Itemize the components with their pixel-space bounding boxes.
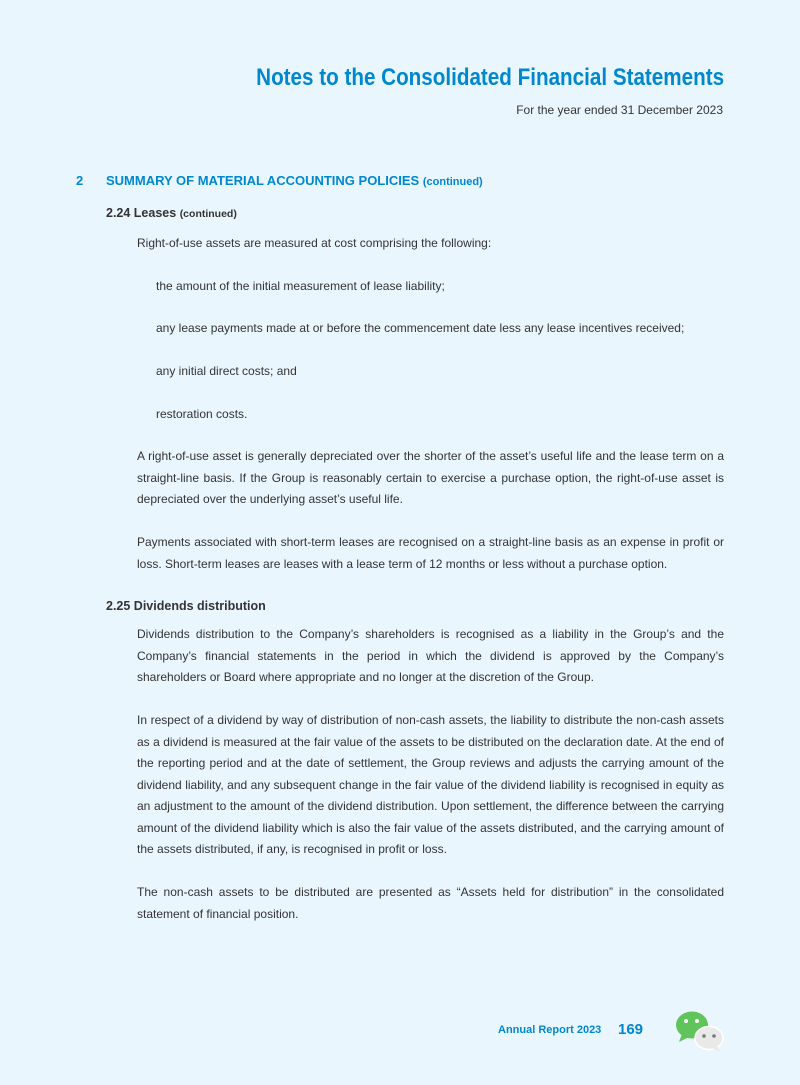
section-continued: (continued) — [422, 176, 483, 188]
footer-report-label: Annual Report 2023 — [498, 1024, 602, 1036]
leases-heading — [106, 206, 237, 220]
leases-intro: Right-of-use assets are measured at cost comprising the following: — [137, 236, 492, 250]
page-title: Notes to the Consolidated Financial Statements — [256, 64, 724, 91]
leases-heading-text: 2.24 Leases — [106, 206, 177, 220]
section-number: 2 — [76, 173, 84, 188]
leases-paragraph: Payments associated with short-term leases are recognised on a straight-line basis as an expense in profit or loss. Short-term leases are leases with a lease term of 12 months or less without a purchase option. — [137, 535, 724, 571]
wechat-logo-icon — [674, 1010, 726, 1052]
leases-continued: (continued) — [179, 208, 237, 220]
leases-paragraph: A right-of-use asset is generally depreciated over the shorter of the asset’s useful life and the lease term on a straight-line basis. If the Group is reasonably certain to exercise a purchase option, the right-of-use asset is depreciated over the underlying asset’s useful life. — [137, 449, 724, 506]
page-subtitle: For the year ended 31 December 2023 — [516, 103, 723, 117]
section-heading — [76, 173, 483, 188]
dividends-paragraph: Dividends distribution to the Company’s shareholders is recognised as a liability in the Group’s and the Company’s financial statements in the period in which the dividend is approved by the Company’s shareholders or Board where appropriate and no longer at the discretion of the Group. — [137, 627, 724, 684]
dividends-paragraph: In respect of a dividend by way of distribution of non-cash assets, the liability to distribute the non-cash assets as a dividend is measured at the fair value of the assets to be distributed on the declaration date. At the end of the reporting period and at the date of settlement, the Group reviews and adjusts the carrying amount of the dividend liability, and any subsequent change in the fair value of the dividend liability is recognised in equity as an adjustment to the amount of the dividend distribution. Upon settlement, the difference between the carrying amount of the dividend liability which is also the fair value of the assets distributed, and the carrying amount of the assets distributed, if any, is recognised in profit or loss. — [137, 713, 724, 856]
page-number: 169 — [618, 1021, 644, 1038]
list-item: restoration costs. — [156, 407, 248, 421]
list-item: any initial direct costs; and — [156, 364, 297, 378]
dividends-heading: 2.25 Dividends distribution — [106, 599, 266, 613]
section-title: SUMMARY OF MATERIAL ACCOUNTING POLICIES — [106, 173, 420, 188]
list-item: any lease payments made at or before the commencement date less any lease incentives received; — [156, 321, 685, 335]
list-item: the amount of the initial measurement of lease liability; — [156, 279, 445, 293]
dividends-paragraph: The non-cash assets to be distributed are presented as “Assets held for distribution” in the consolidated statement of financial position. — [137, 885, 724, 921]
